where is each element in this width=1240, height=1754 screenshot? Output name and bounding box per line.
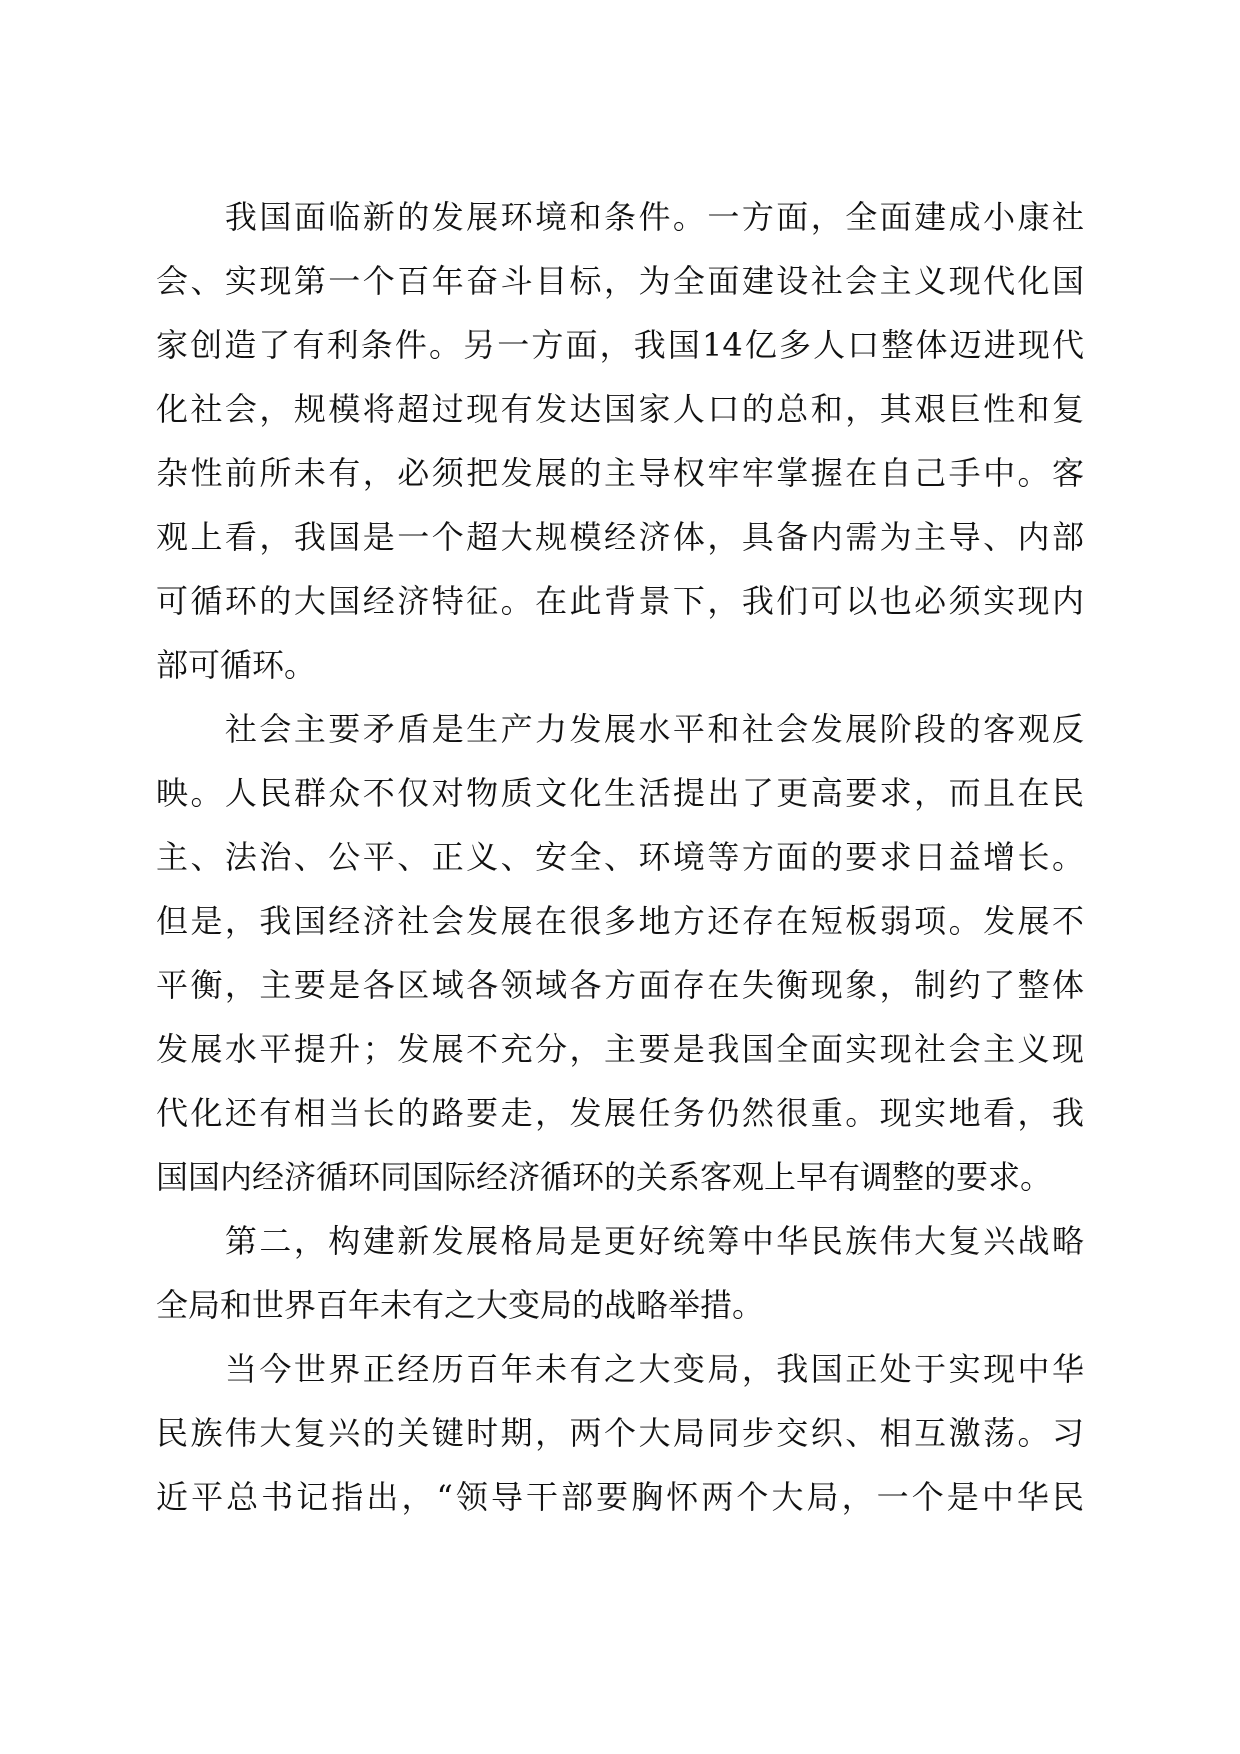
paragraph-1	[156, 185, 1084, 697]
text-line: 第二，构建新发展格局是更好统筹中华民族伟大复兴战略	[156, 1222, 1084, 1260]
paragraph-4	[156, 1337, 1084, 1529]
text-line: 近平总书记指出，“领导干部要胸怀两个大局，一个是中华民	[156, 1478, 1084, 1516]
text-line: 会、实现第一个百年奋斗目标，为全面建设社会主义现代化国	[156, 262, 1084, 300]
text-line: 但是，我国经济社会发展在很多地方还存在短板弱项。发展不	[156, 902, 1084, 940]
text-line: 杂性前所未有，必须把发展的主导权牢牢掌握在自己手中。客	[156, 454, 1084, 492]
text-line: 全局和世界百年未有之大变局的战略举措。	[156, 1286, 765, 1324]
text-line: 我国面临新的发展环境和条件。一方面，全面建成小康社	[156, 198, 1084, 236]
document-body	[156, 185, 1084, 1529]
text-line: 观上看，我国是一个超大规模经济体，具备内需为主导、内部	[156, 518, 1084, 556]
text-line: 社会主要矛盾是生产力发展水平和社会发展阶段的客观反	[156, 710, 1084, 748]
text-line: 家创造了有利条件。另一方面，我国14亿多人口整体迈进现代	[156, 326, 1084, 364]
text-line: 国国内经济循环同国际经济循环的关系客观上早有调整的要求。	[156, 1158, 1053, 1196]
text-line: 主、法治、公平、正义、安全、环境等方面的要求日益增长。	[156, 838, 1084, 876]
text-line: 发展水平提升；发展不充分，主要是我国全面实现社会主义现	[156, 1030, 1084, 1068]
text-line: 映。人民群众不仅对物质文化生活提出了更高要求，而且在民	[156, 774, 1084, 812]
text-line: 平衡，主要是各区域各领域各方面存在失衡现象，制约了整体	[156, 966, 1084, 1004]
text-line: 当今世界正经历百年未有之大变局，我国正处于实现中华	[156, 1350, 1084, 1388]
paragraph-3	[156, 1209, 1084, 1337]
text-line: 化社会，规模将超过现有发达国家人口的总和，其艰巨性和复	[156, 390, 1084, 428]
paragraph-2	[156, 697, 1084, 1209]
text-line: 可循环的大国经济特征。在此背景下，我们可以也必须实现内	[156, 582, 1084, 620]
text-line: 民族伟大复兴的关键时期，两个大局同步交织、相互激荡。习	[156, 1414, 1084, 1452]
text-line: 部可循环。	[156, 646, 317, 684]
text-line: 代化还有相当长的路要走，发展任务仍然很重。现实地看，我	[156, 1094, 1084, 1132]
